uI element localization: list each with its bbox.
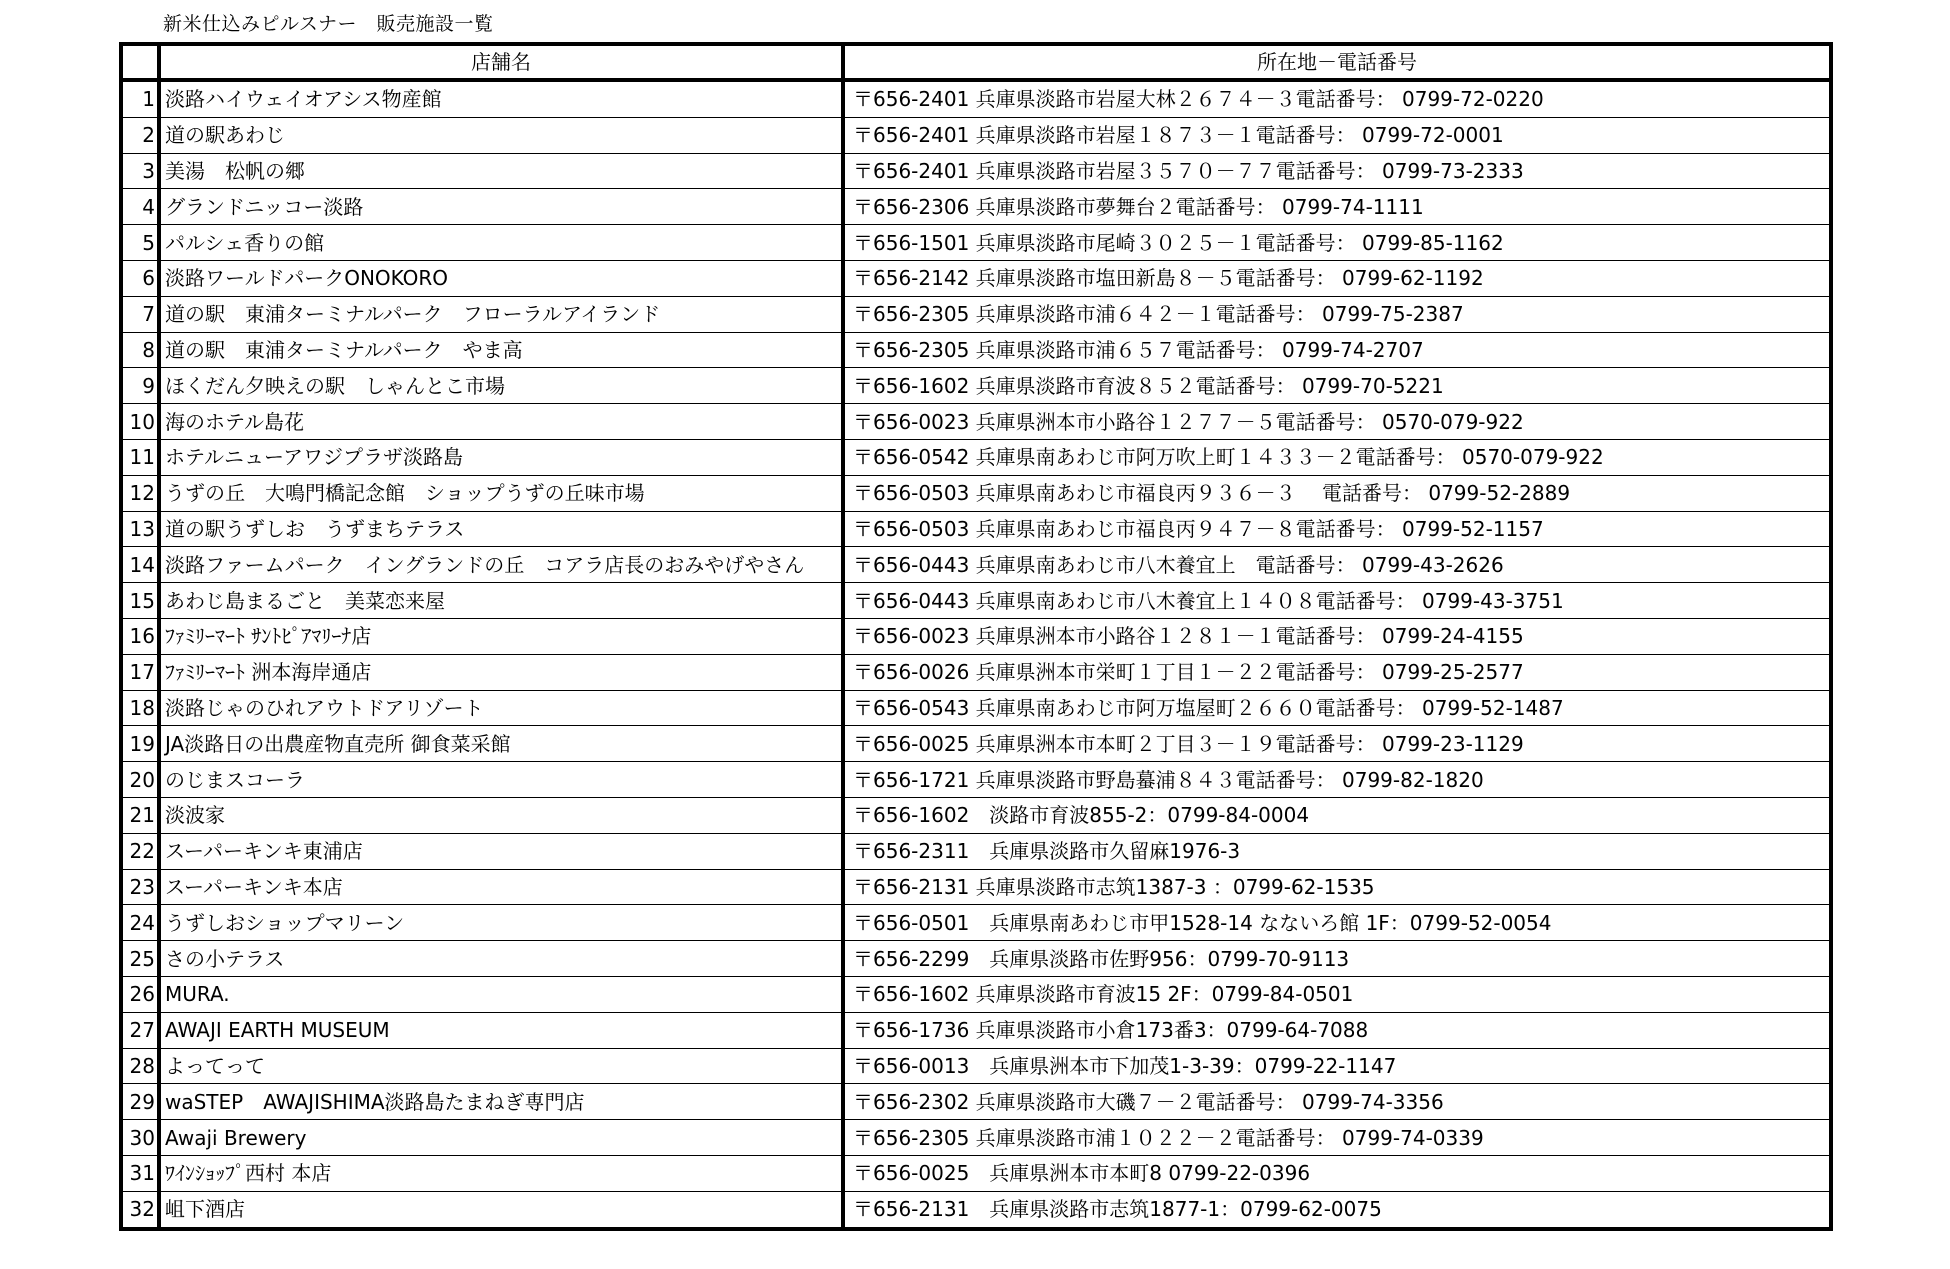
store-name: 道の駅 東浦ターミナルパーク フローラルアイランド bbox=[159, 296, 843, 332]
row-number: 23 bbox=[121, 869, 159, 905]
row-number: 3 bbox=[121, 153, 159, 189]
table-row bbox=[121, 80, 1831, 117]
store-name: うずの丘 大鳴門橋記念館 ショップうずの丘味市場 bbox=[159, 475, 843, 511]
store-name: 海のホテル島花 bbox=[159, 404, 843, 440]
store-address-phone: 〒656-0543 兵庫県南あわじ市阿万塩屋町２６６０電話番号： 0799-52-1487 bbox=[843, 690, 1831, 726]
store-address-phone: 〒656-0542 兵庫県南あわじ市阿万吹上町１４３３－２電話番号： 0570-079-922 bbox=[843, 439, 1831, 475]
table-row bbox=[121, 547, 1831, 583]
table-header bbox=[121, 44, 1831, 80]
store-name: ﾌｧﾐﾘｰﾏｰﾄ 洲本海岸通店 bbox=[159, 654, 843, 690]
table-row bbox=[121, 117, 1831, 153]
store-name: Awaji Brewery bbox=[159, 1120, 843, 1156]
store-name: 淡路ハイウェイオアシス物産館 bbox=[159, 80, 843, 117]
store-name: JA淡路日の出農産物直売所 御食菜采館 bbox=[159, 726, 843, 762]
store-name: 淡路じゃのひれアウトドアリゾート bbox=[159, 690, 843, 726]
row-number: 30 bbox=[121, 1120, 159, 1156]
header-address-phone: 所在地－電話番号 bbox=[843, 44, 1831, 80]
table-row bbox=[121, 511, 1831, 547]
table-row bbox=[121, 797, 1831, 833]
row-number: 15 bbox=[121, 583, 159, 619]
table-row bbox=[121, 1120, 1831, 1156]
row-number: 24 bbox=[121, 905, 159, 941]
store-name: 道の駅 東浦ターミナルパーク やま高 bbox=[159, 332, 843, 368]
table-row bbox=[121, 225, 1831, 261]
store-address-phone: 〒656-1602 淡路市育波855-2：0799-84-0004 bbox=[843, 797, 1831, 833]
row-number: 26 bbox=[121, 976, 159, 1012]
table-row bbox=[121, 404, 1831, 440]
store-address-phone: 〒656-0025 兵庫県洲本市本町8 0799-22-0396 bbox=[843, 1155, 1831, 1191]
row-number: 6 bbox=[121, 260, 159, 296]
store-address-phone: 〒656-0443 兵庫県南あわじ市八木養宜上 電話番号： 0799-43-2626 bbox=[843, 547, 1831, 583]
store-name: 道の駅あわじ bbox=[159, 117, 843, 153]
store-name: 美湯 松帆の郷 bbox=[159, 153, 843, 189]
store-name: MURA. bbox=[159, 976, 843, 1012]
store-name: ほくだん夕映えの駅 しゃんとこ市場 bbox=[159, 368, 843, 404]
header-store-name: 店舗名 bbox=[159, 44, 843, 80]
row-number: 27 bbox=[121, 1012, 159, 1048]
row-number: 5 bbox=[121, 225, 159, 261]
row-number: 21 bbox=[121, 797, 159, 833]
table-row bbox=[121, 690, 1831, 726]
store-name: ﾌｧﾐﾘｰﾏｰﾄ ｻﾝﾄﾋﾟｱﾏﾘｰﾅ店 bbox=[159, 618, 843, 654]
table-row bbox=[121, 762, 1831, 798]
row-number: 9 bbox=[121, 368, 159, 404]
row-number: 25 bbox=[121, 941, 159, 977]
store-address-phone: 〒656-1602 兵庫県淡路市育波８５２電話番号： 0799-70-5221 bbox=[843, 368, 1831, 404]
table-row bbox=[121, 1191, 1831, 1228]
store-name: あわじ島まるごと 美菜恋来屋 bbox=[159, 583, 843, 619]
store-name: 道の駅うずしお うずまちテラス bbox=[159, 511, 843, 547]
table-row bbox=[121, 905, 1831, 941]
table-row bbox=[121, 260, 1831, 296]
table-row bbox=[121, 189, 1831, 225]
table-row bbox=[121, 618, 1831, 654]
row-number: 32 bbox=[121, 1191, 159, 1228]
table-row bbox=[121, 583, 1831, 619]
store-address-phone: 〒656-2306 兵庫県淡路市夢舞台２電話番号： 0799-74-1111 bbox=[843, 189, 1831, 225]
table-row bbox=[121, 941, 1831, 977]
store-address-phone: 〒656-0023 兵庫県洲本市小路谷１２７７－５電話番号： 0570-079-922 bbox=[843, 404, 1831, 440]
row-number: 22 bbox=[121, 833, 159, 869]
row-number: 28 bbox=[121, 1048, 159, 1084]
store-name: スーパーキンキ本店 bbox=[159, 869, 843, 905]
store-address-phone: 〒656-0025 兵庫県洲本市本町２丁目３－１９電話番号： 0799-23-1129 bbox=[843, 726, 1831, 762]
store-address-phone: 〒656-2131 兵庫県淡路市志筑1877-1：0799-62-0075 bbox=[843, 1191, 1831, 1228]
row-number: 8 bbox=[121, 332, 159, 368]
table-row bbox=[121, 654, 1831, 690]
store-address-phone: 〒656-2299 兵庫県淡路市佐野956：0799-70-9113 bbox=[843, 941, 1831, 977]
store-address-phone: 〒656-2142 兵庫県淡路市塩田新島８－５電話番号： 0799-62-1192 bbox=[843, 260, 1831, 296]
store-name: ホテルニューアワジプラザ淡路島 bbox=[159, 439, 843, 475]
store-address-phone: 〒656-0023 兵庫県洲本市小路谷１２８１－１電話番号： 0799-24-4155 bbox=[843, 618, 1831, 654]
store-address-phone: 〒656-2401 兵庫県淡路市岩屋１８７３－１電話番号： 0799-72-0001 bbox=[843, 117, 1831, 153]
store-address-phone: 〒656-1736 兵庫県淡路市小倉173番3：0799-64-7088 bbox=[843, 1012, 1831, 1048]
store-address-phone: 〒656-2311 兵庫県淡路市久留麻1976-3 bbox=[843, 833, 1831, 869]
store-name: のじまスコーラ bbox=[159, 762, 843, 798]
store-name: パルシェ香りの館 bbox=[159, 225, 843, 261]
store-name: スーパーキンキ東浦店 bbox=[159, 833, 843, 869]
store-address-phone: 〒656-0443 兵庫県南あわじ市八木養宜上１４０８電話番号： 0799-43-3751 bbox=[843, 583, 1831, 619]
table-row bbox=[121, 1048, 1831, 1084]
row-number: 13 bbox=[121, 511, 159, 547]
table-row bbox=[121, 1012, 1831, 1048]
store-name: waSTEP AWAJISHIMA淡路島たまねぎ専門店 bbox=[159, 1084, 843, 1120]
store-name: 淡波家 bbox=[159, 797, 843, 833]
table-row bbox=[121, 869, 1831, 905]
row-number: 18 bbox=[121, 690, 159, 726]
store-address-phone: 〒656-1602 兵庫県淡路市育波15 2F：0799-84-0501 bbox=[843, 976, 1831, 1012]
store-name: さの小テラス bbox=[159, 941, 843, 977]
row-number: 4 bbox=[121, 189, 159, 225]
row-number: 7 bbox=[121, 296, 159, 332]
table-row bbox=[121, 1084, 1831, 1120]
store-address-phone: 〒656-1501 兵庫県淡路市尾崎３０２５－１電話番号： 0799-85-1162 bbox=[843, 225, 1831, 261]
store-name: ﾜｲﾝｼｮｯﾌﾟ西村 本店 bbox=[159, 1155, 843, 1191]
store-address-phone: 〒656-2305 兵庫県淡路市浦６５７電話番号： 0799-74-2707 bbox=[843, 332, 1831, 368]
table-row bbox=[121, 439, 1831, 475]
row-number: 20 bbox=[121, 762, 159, 798]
store-address-phone: 〒656-2131 兵庫県淡路市志筑1387-3 ：0799-62-1535 bbox=[843, 869, 1831, 905]
row-number: 10 bbox=[121, 404, 159, 440]
store-name: 淡路ワールドパークONOKORO bbox=[159, 260, 843, 296]
store-address-phone: 〒656-2401 兵庫県淡路市岩屋大林２６７４－３電話番号： 0799-72-0220 bbox=[843, 80, 1831, 117]
store-name: AWAJI EARTH MUSEUM bbox=[159, 1012, 843, 1048]
row-number: 14 bbox=[121, 547, 159, 583]
store-name: 淡路ファームパーク イングランドの丘 コアラ店長のおみやげやさん bbox=[159, 547, 843, 583]
store-address-phone: 〒656-2401 兵庫県淡路市岩屋３５７０－７７電話番号： 0799-73-2333 bbox=[843, 153, 1831, 189]
store-name: うずしおショップマリーン bbox=[159, 905, 843, 941]
store-address-phone: 〒656-0503 兵庫県南あわじ市福良丙９３６－３ 電話番号： 0799-52-2889 bbox=[843, 475, 1831, 511]
table-row bbox=[121, 296, 1831, 332]
store-address-phone: 〒656-0026 兵庫県洲本市栄町１丁目１－２２電話番号： 0799-25-2577 bbox=[843, 654, 1831, 690]
row-number: 29 bbox=[121, 1084, 159, 1120]
store-address-phone: 〒656-0503 兵庫県南あわじ市福良丙９４７－８電話番号： 0799-52-1157 bbox=[843, 511, 1831, 547]
row-number: 2 bbox=[121, 117, 159, 153]
table-body bbox=[121, 80, 1831, 1229]
table-row bbox=[121, 153, 1831, 189]
row-number: 12 bbox=[121, 475, 159, 511]
row-number: 11 bbox=[121, 439, 159, 475]
row-number: 1 bbox=[121, 80, 159, 117]
table-row bbox=[121, 475, 1831, 511]
store-table bbox=[119, 42, 1833, 1231]
table-row bbox=[121, 976, 1831, 1012]
table-row bbox=[121, 833, 1831, 869]
store-name: グランドニッコー淡路 bbox=[159, 189, 843, 225]
store-address-phone: 〒656-2305 兵庫県淡路市浦６４２－１電話番号： 0799-75-2387 bbox=[843, 296, 1831, 332]
header-number bbox=[121, 44, 159, 80]
row-number: 17 bbox=[121, 654, 159, 690]
store-address-phone: 〒656-2302 兵庫県淡路市大磯７－２電話番号： 0799-74-3356 bbox=[843, 1084, 1831, 1120]
store-address-phone: 〒656-2305 兵庫県淡路市浦１０２２－２電話番号： 0799-74-0339 bbox=[843, 1120, 1831, 1156]
store-address-phone: 〒656-1721 兵庫県淡路市野島蟇浦８４３電話番号： 0799-82-1820 bbox=[843, 762, 1831, 798]
table-row bbox=[121, 726, 1831, 762]
store-name: 岨下酒店 bbox=[159, 1191, 843, 1228]
table-row bbox=[121, 1155, 1831, 1191]
store-name: よってって bbox=[159, 1048, 843, 1084]
row-number: 16 bbox=[121, 618, 159, 654]
row-number: 19 bbox=[121, 726, 159, 762]
store-address-phone: 〒656-0501 兵庫県南あわじ市甲1528-14 なないろ館 1F：0799-52-0054 bbox=[843, 905, 1831, 941]
table-row bbox=[121, 368, 1831, 404]
document-title: 新米仕込みピルスナー 販売施設一覧 bbox=[163, 13, 494, 35]
header-row bbox=[121, 44, 1831, 80]
row-number: 31 bbox=[121, 1155, 159, 1191]
store-address-phone: 〒656-0013 兵庫県洲本市下加茂1-3-39：0799-22-1147 bbox=[843, 1048, 1831, 1084]
table-row bbox=[121, 332, 1831, 368]
